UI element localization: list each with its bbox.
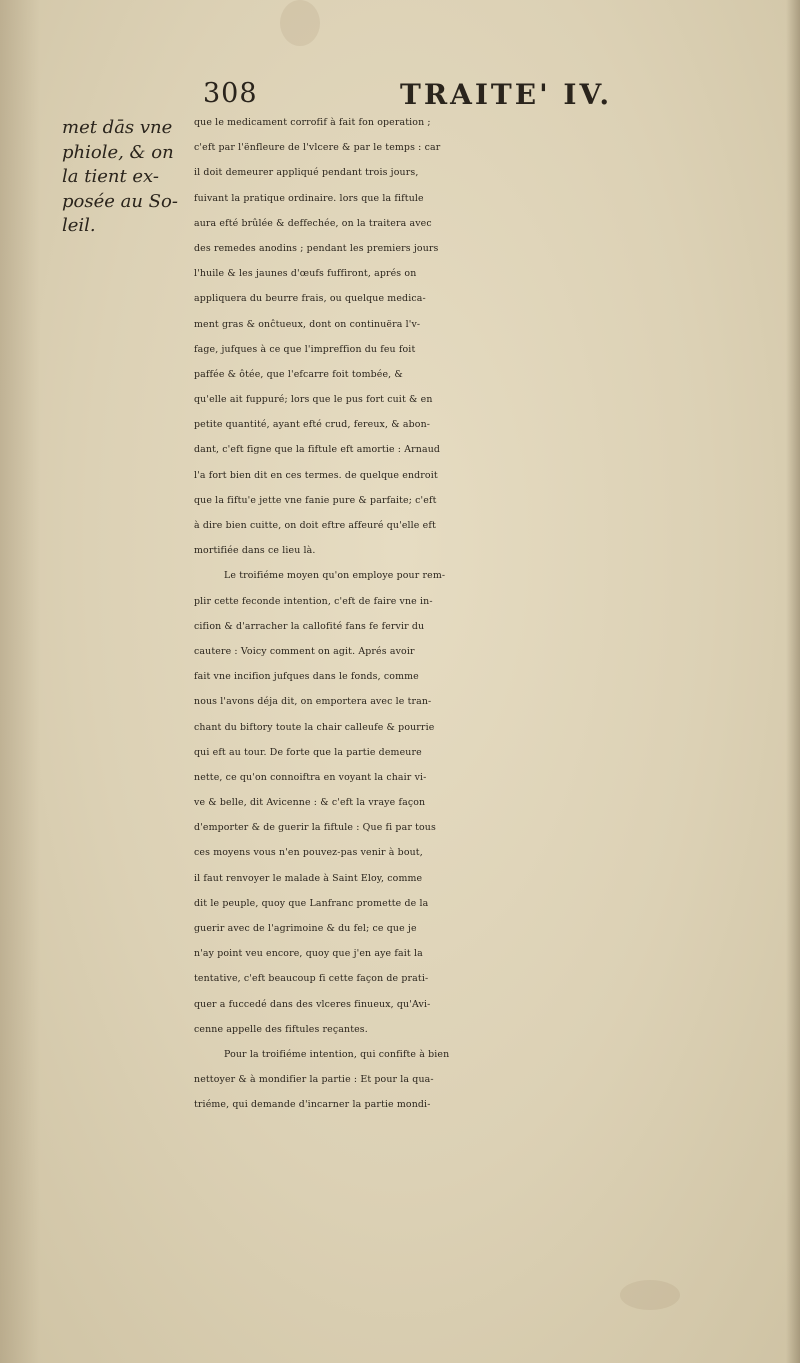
text-line: à dire bien cuitte, on doit eftre affeuré qu'elle eft	[194, 520, 436, 531]
running-title: TRAITE' IV.	[400, 78, 613, 111]
text-line: l'a fort bien dit en ces termes. de quelque endroit	[194, 469, 438, 481]
gutter-shadow	[0, 0, 40, 1363]
text-line: dit le peuple, quoy que Lanfranc promette de la	[194, 897, 429, 909]
text-line: des remedes anodins ; pendant les premiers jours	[194, 242, 439, 254]
margin-note-line: phiole, & on	[62, 141, 174, 163]
text-line: fage, jufques à ce que l'impreffion du feu foit	[194, 343, 416, 355]
text-line: tentative, c'eft beaucoup fi cette façon de prati-	[194, 973, 429, 985]
text-line: ment gras & onĉtueux, dont on continuëra l'v-	[194, 318, 421, 330]
text-line: cenne appelle des fiftules reçantes.	[194, 1023, 368, 1035]
margin-note-line: met dās vne	[62, 117, 173, 138]
text-line: il faut renvoyer le malade à Saint Eloy, comme	[194, 872, 423, 884]
text-line: guerir avec de l'agrimoine & du fel; ce que je	[194, 923, 417, 934]
paper-stain	[620, 1280, 680, 1310]
text-line: chant du biftory toute la chair calleufe & pourrie	[194, 721, 435, 733]
text-line: l'huile & les jaunes d'œufs fuffiront, aprés on	[194, 268, 417, 280]
text-line: quer a fuccedé dans des vlceres finueux, qu'Avi-	[194, 998, 431, 1010]
text-line: dant, c'eft figne que la fiftule eft amortie : Arnaud	[194, 444, 441, 456]
text-line: c'eft par l'ënfleure de l'vlcere & par le temps : car	[194, 142, 441, 154]
text-line: que la fiftu'e jette vne fanie pure & parfaite; c'eft	[194, 494, 437, 506]
text-line: d'emporter & de guerir la fiftule : Que fi par tous	[194, 822, 436, 834]
text-line: il doit demeurer appliqué pendant trois jours,	[194, 167, 419, 179]
text-line: ces moyens vous n'en pouvez-pas venir à bout,	[194, 847, 423, 859]
text-line: qu'elle ait fuppuré; lors que le pus fort cuit & en	[194, 394, 433, 406]
text-line: aura efté brûlée & deffechée, on la traitera avec	[194, 217, 432, 229]
page-number: 308	[203, 78, 258, 109]
text-line: Le troifiéme moyen qu'on employe pour rem-	[224, 570, 446, 582]
margin-note	[62, 116, 202, 239]
text-line: plir cette feconde intention, c'eft de faire vne in-	[194, 595, 433, 607]
text-line: nous l'avons déja dit, on emportera avec le tran-	[194, 696, 432, 708]
text-line: Pour la troifiéme intention, qui confifte à bien	[224, 1048, 450, 1060]
text-line: qui eft au tour. De forte que la partie demeure	[194, 746, 422, 758]
text-line: triéme, qui demande d'incarner la partie mondi-	[194, 1099, 431, 1111]
text-line: n'ay point veu encore, quoy que j'en aye fait la	[194, 948, 423, 960]
text-line: fuivant la pratique ordinaire. lors que la fiftule	[194, 192, 424, 204]
page-header	[200, 78, 620, 114]
text-line: paffée & ôtée, que l'efcarre foit tombée, &	[194, 368, 403, 380]
text-line: ve & belle, dit Avicenne : & c'eft la vraye façon	[194, 797, 426, 809]
margin-note-line: posée au So-	[62, 190, 178, 212]
text-line: nettoyer & à mondifier la partie : Et pour la qua-	[194, 1074, 434, 1086]
text-line: appliquera du beurre frais, ou quelque medica-	[194, 293, 426, 305]
text-line: mortifiée dans ce lieu là.	[194, 545, 316, 557]
text-line: cifion & d'arracher la callofité fans fe fervir du	[194, 620, 425, 632]
margin-note-line: leil.	[62, 215, 96, 237]
text-line: que le medicament corrofif à fait fon operation ;	[194, 117, 431, 128]
paper-stain	[280, 0, 320, 46]
margin-note-line: la tient ex-	[62, 166, 159, 188]
text-line: petite quantité, ayant efté crud, fereux, & abon-	[194, 419, 431, 431]
text-line: cautere : Voicy comment on agit. Aprés avoir	[194, 645, 415, 657]
body-text	[194, 110, 794, 1118]
text-line: fait vne incifion jufques dans le fonds, comme	[194, 671, 419, 683]
text-line: nette, ce qu'on connoiftra en voyant la chair vi-	[194, 771, 427, 783]
